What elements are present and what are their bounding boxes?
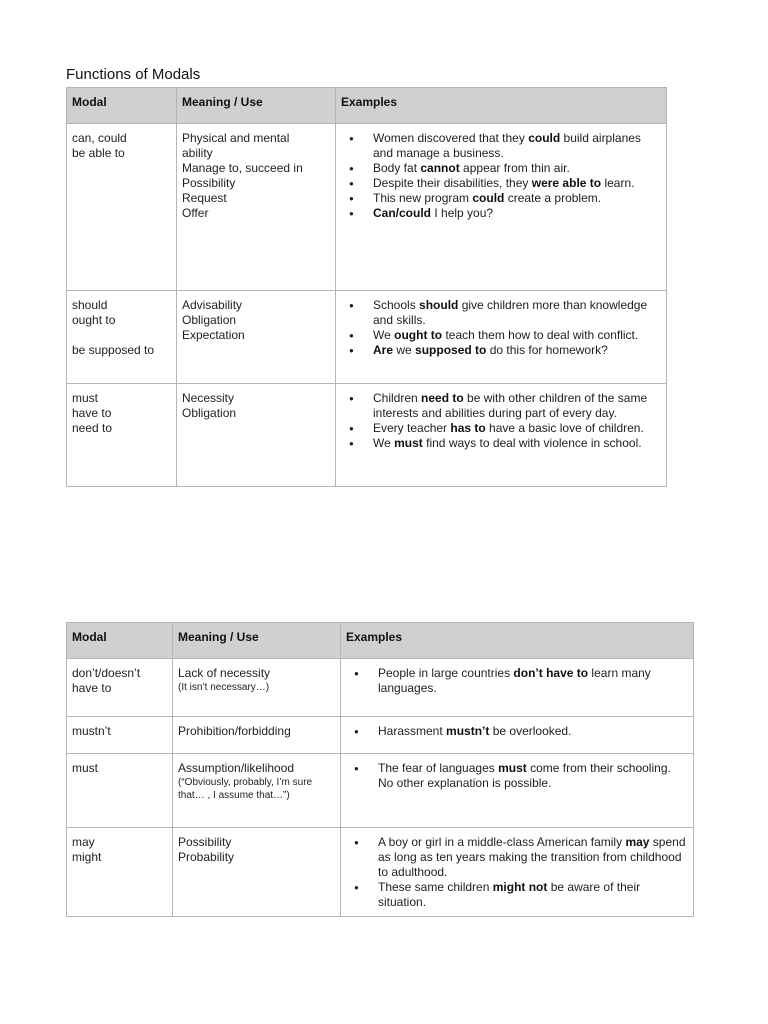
examples-list: [341, 298, 661, 358]
example-item: [341, 391, 661, 421]
example-text: We: [373, 328, 395, 342]
example-text: The fear of languages: [378, 761, 499, 775]
meaning-note: that… , I assume that…”): [178, 790, 290, 801]
modal-cell: [67, 291, 177, 384]
example-text: be aware of their situation.: [378, 880, 641, 909]
example-text: learn.: [601, 176, 635, 190]
example-item: [341, 191, 661, 206]
examples-cell: [341, 828, 694, 917]
example-text: teach them how to deal with conflict.: [442, 328, 639, 342]
modal-highlight: Are: [373, 343, 394, 357]
modal-line: be supposed to: [72, 343, 155, 357]
example-item: [341, 421, 661, 436]
examples-list: [341, 391, 661, 451]
table-row: [67, 717, 694, 754]
example-text: spend as long as ten years making the transition from childhood to adulthood.: [378, 835, 686, 879]
modal-line: must: [72, 391, 99, 405]
example-item: [341, 161, 661, 176]
modal-cell: [67, 717, 173, 754]
meaning-cell: [177, 124, 336, 291]
page-title: Functions of Modals: [66, 66, 201, 83]
meaning-line: Probability: [178, 850, 235, 864]
modal-highlight: Can/could: [373, 206, 432, 220]
meaning-cell: [177, 384, 336, 487]
example-text: find ways to deal with violence in school.: [422, 436, 642, 450]
example-item: [346, 761, 688, 791]
example-text: create a problem.: [504, 191, 602, 205]
modal-line: have to: [72, 681, 112, 695]
example-item: [341, 436, 661, 451]
example-item: [341, 328, 661, 343]
meaning-line: Lack of necessity: [178, 666, 271, 680]
examples-list: [346, 724, 688, 739]
table-row: [67, 384, 667, 487]
example-text: be overlooked.: [489, 724, 572, 738]
meaning-line: Offer: [182, 206, 209, 220]
header-modal: Modal: [67, 623, 173, 659]
example-text: Despite their disabilities, they: [373, 176, 532, 190]
header-modal: Modal: [67, 88, 177, 124]
header-meaning: Meaning / Use: [173, 623, 341, 659]
meaning-line: Obligation: [182, 406, 237, 420]
header-examples: Examples: [336, 88, 667, 124]
example-item: [341, 298, 661, 328]
examples-cell: [341, 717, 694, 754]
modal-line: must: [72, 761, 99, 775]
modal-line: should: [72, 298, 108, 312]
example-text: This new program: [373, 191, 473, 205]
header-meaning: Meaning / Use: [177, 88, 336, 124]
examples-cell: [341, 754, 694, 828]
example-text: be with other children of the same interests and abilities during part of every day.: [373, 391, 648, 420]
modal-highlight: supposed to: [415, 343, 487, 357]
examples-cell: [341, 659, 694, 717]
meaning-line: Request: [182, 191, 227, 205]
modal-highlight: may: [625, 835, 650, 849]
example-item: [341, 206, 661, 221]
header-examples: Examples: [341, 623, 694, 659]
example-text: have a basic love of children.: [485, 421, 644, 435]
modal-line: mustn’t: [72, 724, 111, 738]
examples-list: [346, 666, 688, 696]
meaning-line: Manage to, succeed in: [182, 161, 303, 175]
example-text: These same children: [378, 880, 493, 894]
spacer: [72, 328, 171, 343]
modal-line: may: [72, 835, 95, 849]
example-item: [346, 835, 688, 880]
modal-cell: [67, 828, 173, 917]
meaning-line: Physical and mental: [182, 131, 290, 145]
modal-highlight: could: [472, 191, 505, 205]
modal-line: don’t/doesn’t: [72, 666, 141, 680]
examples-cell: [336, 384, 667, 487]
meaning-note: (It isn’t necessary…): [178, 682, 270, 693]
header-row: [67, 623, 694, 659]
modal-highlight: don’t have to: [513, 666, 589, 680]
modal-cell: [67, 124, 177, 291]
example-item: [341, 176, 661, 191]
example-text: Every teacher: [373, 421, 451, 435]
example-text: we: [393, 343, 416, 357]
table-row: [67, 124, 667, 291]
meaning-note: (“Obviously, probably, I’m sure: [178, 777, 313, 788]
modal-highlight: must: [394, 436, 423, 450]
example-text: build airplanes and manage a business.: [373, 131, 641, 160]
example-text: Body fat: [373, 161, 421, 175]
modal-highlight: has to: [450, 421, 486, 435]
example-item: [341, 343, 661, 358]
modal-cell: [67, 659, 173, 717]
table-row: [67, 659, 694, 717]
header-row: [67, 88, 667, 124]
examples-list: [346, 835, 688, 910]
modal-cell: [67, 754, 173, 828]
example-text: I help you?: [431, 206, 494, 220]
modal-highlight: might not: [492, 880, 548, 894]
modal-highlight: could: [528, 131, 561, 145]
modal-highlight: were able to: [531, 176, 602, 190]
example-text: Women discovered that they: [373, 131, 529, 145]
meaning-cell: [177, 291, 336, 384]
example-text: People in large countries: [378, 666, 514, 680]
example-text: We: [373, 436, 395, 450]
meaning-line: Obligation: [182, 313, 237, 327]
meaning-cell: [173, 828, 341, 917]
example-text: A boy or girl in a middle-class American family: [378, 835, 626, 849]
examples-list: [346, 761, 688, 791]
modal-line: might: [72, 850, 102, 864]
table-row: [67, 754, 694, 828]
meaning-cell: [173, 754, 341, 828]
examples-cell: [336, 124, 667, 291]
modal-highlight: ought to: [394, 328, 443, 342]
table-row: [67, 828, 694, 917]
example-text: Children: [373, 391, 422, 405]
meaning-cell: [173, 717, 341, 754]
meaning-line: Possibility: [178, 835, 232, 849]
modal-highlight: must: [498, 761, 527, 775]
meaning-line: Necessity: [182, 391, 235, 405]
modal-line: ought to: [72, 313, 116, 327]
meaning-line: ability: [182, 146, 213, 160]
example-text: appear from thin air.: [459, 161, 570, 175]
meaning-line: Possibility: [182, 176, 236, 190]
meaning-line: Assumption/likelihood: [178, 761, 295, 775]
example-text: Harassment: [378, 724, 447, 738]
example-item: [341, 131, 661, 161]
examples-list: [341, 131, 661, 221]
example-item: [346, 724, 688, 739]
modal-line: have to: [72, 406, 112, 420]
example-text: give children more than knowledge and skills.: [373, 298, 648, 327]
example-text: Schools: [373, 298, 420, 312]
modal-highlight: cannot: [420, 161, 460, 175]
modal-highlight: need to: [421, 391, 464, 405]
modal-cell: [67, 384, 177, 487]
modal-line: can, could: [72, 131, 127, 145]
meaning-line: Prohibition/forbidding: [178, 724, 291, 738]
example-item: [346, 880, 688, 910]
example-text: learn many languages.: [378, 666, 651, 695]
meaning-line: Expectation: [182, 328, 245, 342]
table-row: [67, 291, 667, 384]
examples-cell: [336, 291, 667, 384]
modals-table-2: [66, 622, 694, 917]
modals-table-1: [66, 87, 667, 487]
example-item: [346, 666, 688, 696]
modal-highlight: mustn’t: [446, 724, 490, 738]
meaning-cell: [173, 659, 341, 717]
modal-highlight: should: [419, 298, 459, 312]
example-text: do this for homework?: [486, 343, 608, 357]
meaning-line: Advisability: [182, 298, 243, 312]
example-text: come from their schooling. No other explanation is possible.: [378, 761, 671, 790]
modal-line: need to: [72, 421, 113, 435]
modal-line: be able to: [72, 146, 125, 160]
